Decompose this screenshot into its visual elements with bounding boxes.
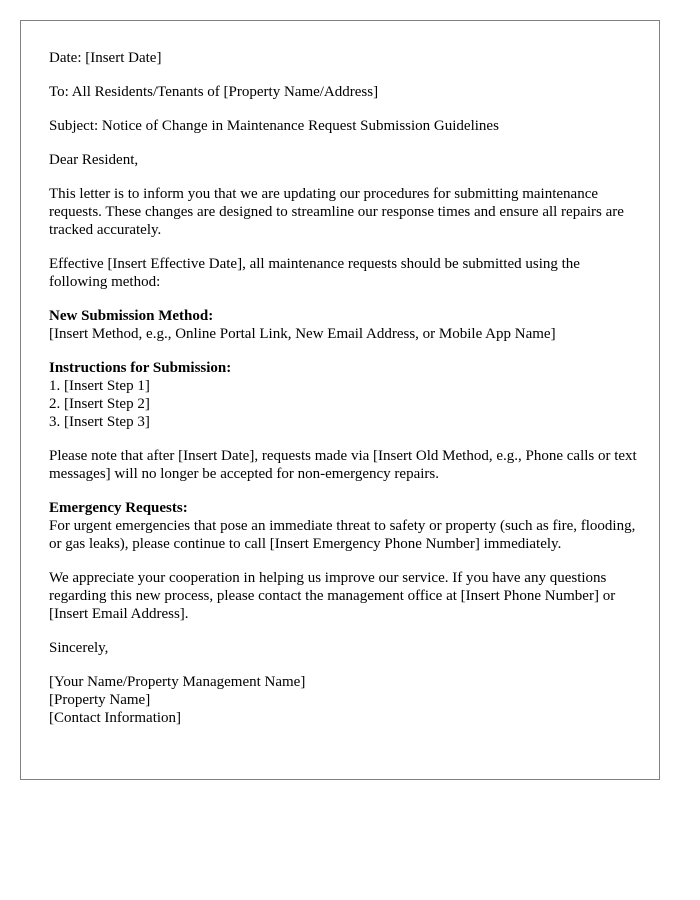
emergency-section	[49, 499, 639, 553]
letter-page	[20, 20, 660, 780]
instruction-step: 1. [Insert Step 1]	[49, 378, 150, 394]
instruction-step: 2. [Insert Step 2]	[49, 396, 150, 412]
signature-line: [Property Name]	[49, 692, 151, 708]
letter-intro: This letter is to inform you that we are updating our procedures for submitting maintenance requests. These changes are designed to streamline our response times and ensure all repairs are tracked accurately.	[49, 186, 624, 238]
letter-subject: Subject: Notice of Change in Maintenance Request Submission Guidelines	[49, 118, 499, 134]
letter-note: Please note that after [Insert Date], requests made via [Insert Old Method, e.g., Phone calls or text messages] will no longer be accepted for non-emergency repairs.	[49, 448, 637, 482]
letter-effective: Effective [Insert Effective Date], all maintenance requests should be submitted using the following method:	[49, 256, 580, 290]
letter-date: Date: [Insert Date]	[49, 50, 162, 66]
letter-appreciation: We appreciate your cooperation in helping us improve our service. If you have any questions regarding this new process, please contact the management office at [Insert Phone Number] or [Insert Email Address].	[49, 570, 616, 622]
letter-recipient: To: All Residents/Tenants of [Property Name/Address]	[49, 84, 379, 100]
instructions-heading: Instructions for Submission:	[49, 360, 232, 376]
signature-block	[49, 673, 639, 727]
signature-line: [Your Name/Property Management Name]	[49, 674, 306, 690]
instruction-step: 3. [Insert Step 3]	[49, 414, 150, 430]
emergency-heading: Emergency Requests:	[49, 500, 188, 516]
emergency-text: For urgent emergencies that pose an immediate threat to safety or property (such as fire, flooding, or gas leaks), please continue to call [Insert Emergency Phone Number] immediately.	[49, 518, 636, 552]
letter-closing: Sincerely,	[49, 640, 109, 656]
method-heading: New Submission Method:	[49, 308, 214, 324]
method-section	[49, 307, 639, 343]
letter-salutation: Dear Resident,	[49, 152, 139, 168]
method-text: [Insert Method, e.g., Online Portal Link, New Email Address, or Mobile App Name]	[49, 326, 556, 342]
signature-line: [Contact Information]	[49, 710, 182, 726]
instructions-section	[49, 359, 639, 431]
